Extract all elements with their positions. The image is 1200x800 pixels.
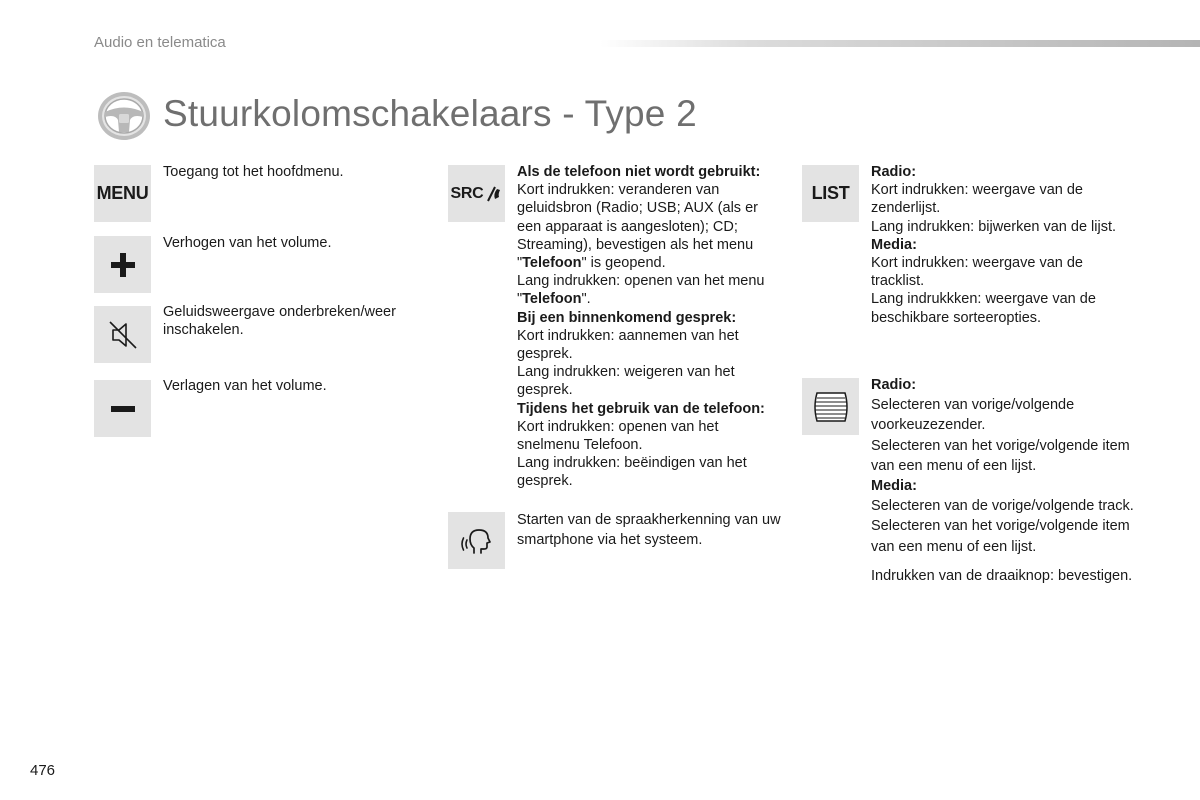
- menu-description: Toegang tot het hoofdmenu.: [163, 164, 344, 180]
- phone-handset-icon: [486, 185, 502, 203]
- src-heading-incoming: Bij een binnenkomend gesprek:: [517, 309, 737, 326]
- volume-up-description: Verhogen van het volume.: [163, 235, 332, 251]
- src-long-press-incoming: Lang indrukken: weigeren van het gesprek.: [517, 364, 735, 399]
- mute-speaker-icon: [106, 318, 140, 352]
- page-title: Stuurkolomschakelaars - Type 2: [163, 93, 697, 134]
- thumbwheel-icon: [811, 390, 851, 424]
- wheel-heading-radio: Radio:: [871, 377, 917, 393]
- minus-icon: [108, 394, 138, 424]
- menu-button[interactable]: [94, 165, 151, 222]
- src-long-press-during-call: Lang indrukken: beëindigen van het gesprek.: [517, 455, 747, 490]
- mute-button[interactable]: [94, 306, 151, 363]
- list-button[interactable]: [802, 165, 859, 222]
- list-heading-radio: Radio:: [871, 164, 917, 180]
- src-button-label: SRC: [450, 184, 484, 202]
- voice-recognition-icon: [459, 523, 495, 559]
- list-description: [871, 163, 1136, 327]
- wheel-media-menu-item: Selecteren van het vorige/volgende item van een menu of een lijst.: [871, 518, 1130, 555]
- volume-up-button[interactable]: [94, 236, 151, 293]
- list-radio-long-press: Lang indrukken: bijwerken van de lijst.: [871, 218, 1117, 235]
- list-heading-media: Media:: [871, 236, 917, 253]
- src-short-press-incoming: Kort indrukken: aannemen van het gesprek.: [517, 327, 739, 363]
- wheel-media-track: Selecteren van de vorige/volgende track.: [871, 498, 1134, 515]
- volume-down-description: Verlagen van het volume.: [163, 378, 327, 394]
- wheel-press-confirm: Indrukken van de draaiknop: bevestigen.: [871, 567, 1133, 584]
- thumbwheel-control[interactable]: [802, 378, 859, 435]
- list-button-label: LIST: [811, 183, 850, 203]
- wheel-radio-menu-item: Selecteren van het vorige/volgende item van een menu of een lijst.: [871, 437, 1130, 474]
- volume-down-button[interactable]: [94, 380, 151, 437]
- list-radio-short-press: Kort indrukken: weergave van de zenderlijst.: [871, 182, 1083, 217]
- menu-button-label: MENU: [96, 183, 149, 203]
- list-media-long-press: Lang indrukkken: weergave van de beschikbare sorteeropties.: [871, 291, 1096, 326]
- src-phone-button[interactable]: [448, 165, 505, 222]
- wheel-heading-media: Media:: [871, 478, 917, 495]
- src-heading-idle: Als de telefoon niet wordt gebruikt:: [517, 164, 761, 180]
- section-label: Audio en telematica: [94, 34, 226, 51]
- src-phone-description: [517, 163, 782, 491]
- src-long-press-idle: Lang indrukken: openen van het menu "Telefoon".: [517, 273, 765, 308]
- src-heading-during-call: Tijdens het gebruik van de telefoon:: [517, 400, 765, 417]
- src-short-press-idle: Kort indrukken: veranderen van geluidsbron (Radio; USB; AUX (als er een apparaat is aangesloten); CD; Streaming), bevestigen als het menu "Telefoon" is geopend.: [517, 182, 758, 272]
- page-number: 476: [30, 762, 56, 779]
- header-bar: [600, 40, 1200, 47]
- wheel-radio-preset: Selecteren van vorige/volgende voorkeuzezender.: [871, 397, 1075, 434]
- list-media-short-press: Kort indrukken: weergave van de tracklist.: [871, 255, 1083, 290]
- steering-wheel-icon: [96, 90, 152, 142]
- plus-icon: [108, 250, 138, 280]
- thumbwheel-description: [871, 375, 1136, 586]
- voice-recognition-button[interactable]: [448, 512, 505, 569]
- mute-description: Geluidsweergave onderbreken/weer inschakelen.: [163, 304, 396, 339]
- src-short-press-during-call: Kort indrukken: openen van het snelmenu Telefoon.: [517, 418, 719, 454]
- voice-recognition-description: Starten van de spraakherkenning van uw smartphone via het systeem.: [517, 512, 781, 549]
